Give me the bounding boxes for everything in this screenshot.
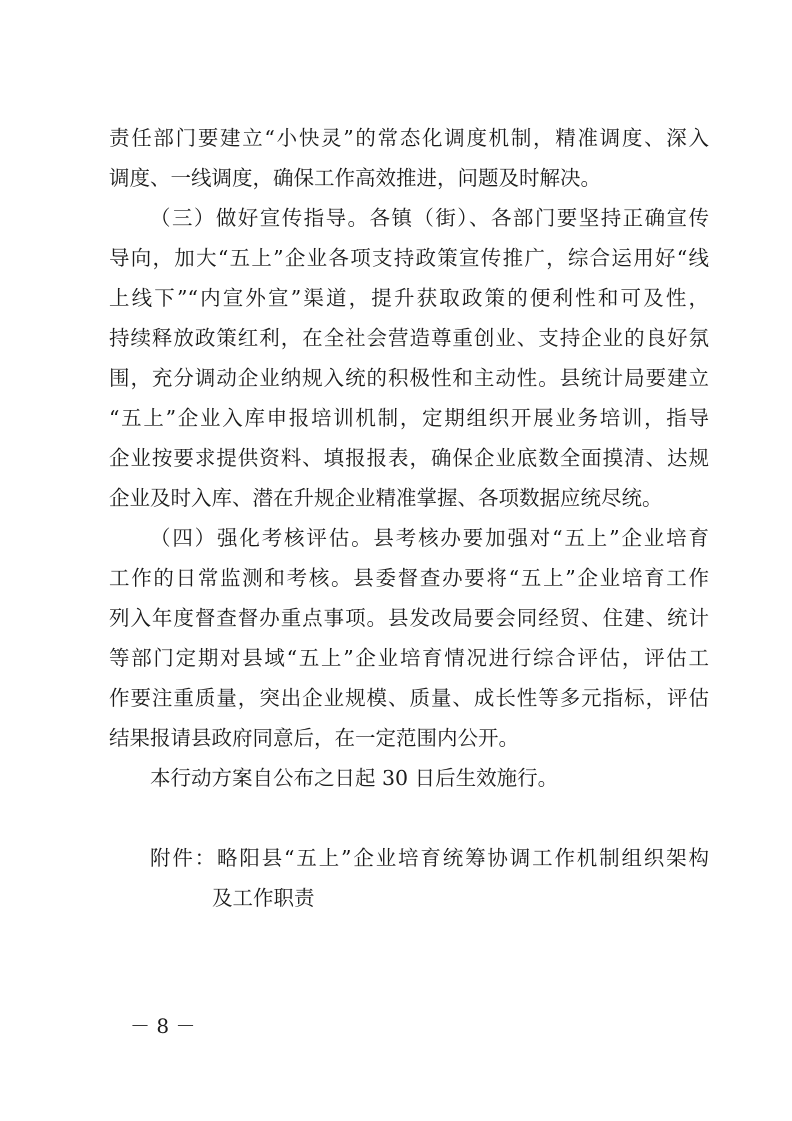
body-line: 作要注重质量，突出企业规模、质量、成长性等多元指标，评估 bbox=[109, 686, 709, 710]
section-heading-line: （三）做好宣传指导。各镇（街）、各部门要坚持正确宣传 bbox=[150, 206, 709, 230]
body-line: 企业按要求提供资料、填报报表，确保企业底数全面摸清、达规 bbox=[109, 446, 709, 470]
body-line: 列入年度督查督办重点事项。县发改局要会同经贸、住建、统计 bbox=[109, 606, 709, 630]
body-line: 围，充分调动企业纳规入统的积极性和主动性。县统计局要建立 bbox=[109, 366, 709, 390]
attachment-line-continued: 及工作职责 bbox=[212, 886, 315, 910]
body-line: 责任部门要建立“小快灵”的常态化调度机制，精准调度、深入 bbox=[109, 126, 709, 150]
effective-date-line: 本行动方案自公布之日起 30 日后生效施行。 bbox=[150, 766, 559, 790]
body-line: “五上”企业入库申报培训机制，定期组织开展业务培训，指导 bbox=[109, 406, 709, 430]
body-line: 结果报请县政府同意后，在一定范围内公开。 bbox=[109, 726, 519, 750]
body-line: 持续释放政策红利，在全社会营造尊重创业、支持企业的良好氛 bbox=[109, 326, 709, 350]
body-line: 等部门定期对县域“五上”企业培育情况进行综合评估，评估工 bbox=[109, 646, 709, 670]
section-heading-line: （四）强化考核评估。县考核办要加强对“五上”企业培育 bbox=[150, 526, 709, 550]
attachment-line: 附件：略阳县“五上”企业培育统筹协调工作机制组织架构 bbox=[150, 846, 709, 870]
body-line: 导向，加大“五上”企业各项支持政策宣传推广，综合运用好“线 bbox=[109, 246, 709, 270]
body-line: 工作的日常监测和考核。县委督查办要将“五上”企业培育工作 bbox=[109, 566, 709, 590]
body-line: 上线下”“内宣外宣”渠道，提升获取政策的便利性和可及性， bbox=[109, 286, 709, 310]
body-line: 企业及时入库、潜在升规企业精准掌握、各项数据应统尽统。 bbox=[109, 486, 663, 510]
body-line: 调度、一线调度，确保工作高效推进，问题及时解决。 bbox=[109, 166, 601, 190]
page-number: － 8 － bbox=[130, 1014, 196, 1038]
